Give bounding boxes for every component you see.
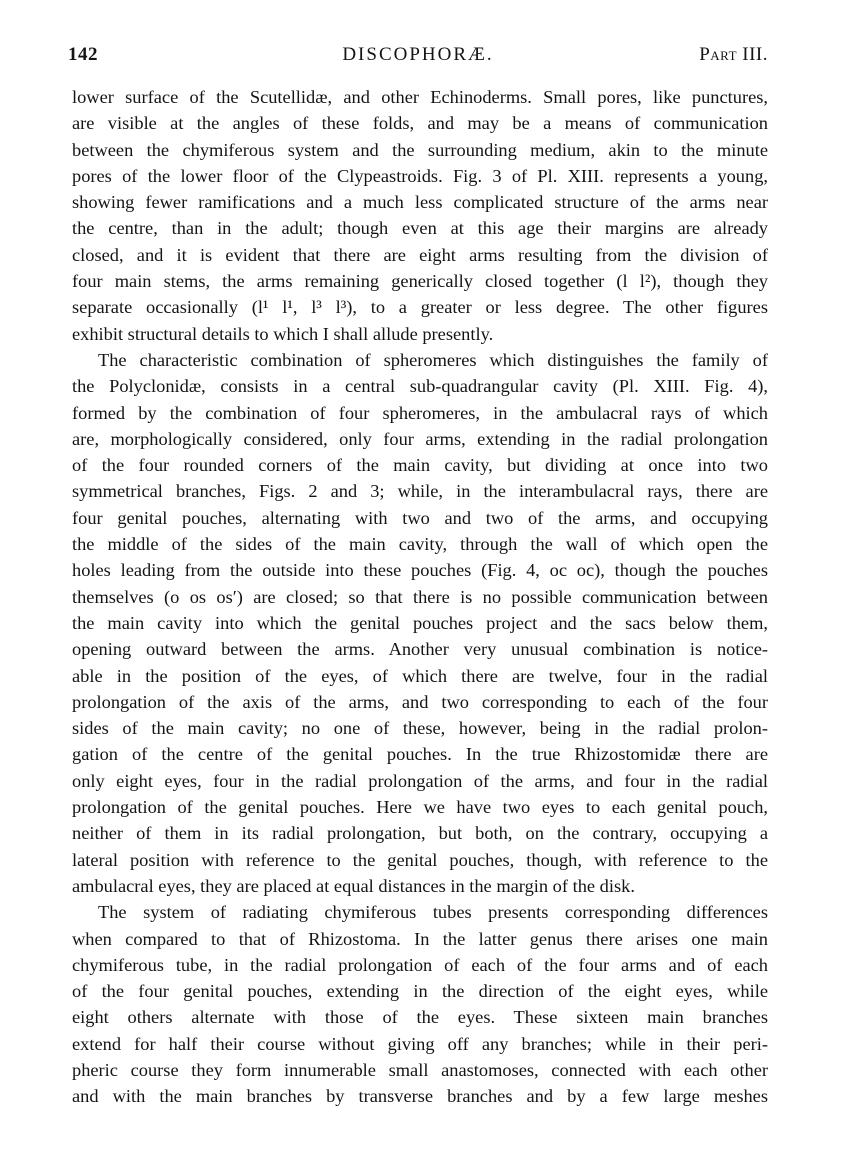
text-line: lateral position with reference to the genital pouches, though, with reference to the: [72, 849, 768, 870]
text-line: formed by the combination of four spheromeres, in the ambulacral rays of which: [72, 402, 768, 423]
text-line: are visible at the angles of these folds, and may be a means of communication: [72, 113, 768, 134]
text-line: able in the position of the eyes, of which there are twelve, four in the radial: [72, 665, 768, 686]
running-title: DISCOPHORÆ.: [342, 44, 494, 65]
text-line: lower surface of the Scutellidæ, and other Echinoderms. Small pores, like punctures,: [72, 87, 768, 107]
text-line: ambulacral eyes, they are placed at equal distances in the margin of the disk.: [72, 875, 635, 896]
text-line: opening outward between the arms. Another very unusual combination is notice-: [72, 639, 768, 660]
text-line: The characteristic combination of spheromeres which distinguishes the family of: [98, 349, 768, 370]
text-line: closed, and it is evident that there are eight arms resulting from the division of: [72, 244, 768, 265]
text-line: of the four genital pouches, extending in the direction of the eight eyes, while: [72, 981, 768, 1002]
text-line: The system of radiating chymiferous tubes presents corresponding differences: [98, 902, 768, 923]
text-line: prolongation of the genital pouches. Here we have two eyes to each genital pouch,: [72, 797, 768, 818]
text-line: four genital pouches, alternating with two and two of the arms, and occupying: [72, 507, 768, 528]
text-line: the middle of the sides of the main cavity, through the wall of which open the: [72, 534, 768, 555]
page-number: 142: [68, 44, 98, 65]
text-line: exhibit structural details to which I shall allude presently.: [72, 323, 494, 344]
text-line: eight others alternate with those of the eyes. These sixteen main branches: [72, 1007, 768, 1028]
text-line: themselves (o os os′) are closed; so that there is no possible communication between: [72, 586, 768, 607]
text-line: neither of them in its radial prolongation, but both, on the contrary, occupying a: [72, 823, 768, 844]
text-line: separate occasionally (l¹ l¹, l³ l³), to a greater or less degree. The other figures: [72, 297, 768, 318]
part-label: Part III.: [699, 44, 768, 65]
text-line: symmetrical branches, Figs. 2 and 3; while, in the interambulacral rays, there are: [72, 481, 768, 502]
text-line: the Polyclonidæ, consists in a central sub-quadrangular cavity (Pl. XIII. Fig. 4),: [72, 376, 768, 397]
text-line: gation of the centre of the genital pouches. In the true Rhizostomidæ there are: [72, 744, 768, 765]
text-line: prolongation of the axis of the arms, and two corresponding to each of the four: [72, 691, 768, 712]
text-line: chymiferous tube, in the radial prolongation of each of the four arms and of each: [72, 954, 768, 975]
text-line: and with the main branches by transverse branches and by a few large meshes: [72, 1086, 768, 1107]
text-line: are, morphologically considered, only four arms, extending in the radial prolongation: [72, 428, 768, 449]
body-text: [72, 84, 768, 1110]
text-line: sides of the main cavity; no one of these, however, being in the radial prolon-: [72, 718, 768, 739]
text-line: four main stems, the arms remaining generically closed together (l l²), though they: [72, 271, 768, 292]
text-line: pores of the lower floor of the Clypeastroids. Fig. 3 of Pl. XIII. represents a young,: [72, 165, 768, 186]
text-line: the main cavity into which the genital pouches project and the sacs below them,: [72, 612, 768, 633]
text-line: the centre, than in the adult; though even at this age their margins are already: [72, 218, 768, 239]
text-line: when compared to that of Rhizostoma. In the latter genus there arises one main: [72, 928, 768, 949]
text-line: holes leading from the outside into these pouches (Fig. 4, oc oc), though the pouches: [72, 560, 768, 581]
text-line: only eight eyes, four in the radial prolongation of the arms, and four in the radial: [72, 770, 768, 791]
text-line: between the chymiferous system and the surrounding medium, akin to the minute: [72, 139, 768, 160]
text-line: showing fewer ramifications and a much less complicated structure of the arms near: [72, 192, 768, 213]
page-header: [68, 44, 768, 72]
text-line: of the four rounded corners of the main cavity, but dividing at once into two: [72, 455, 768, 476]
text-line: extend for half their course without giving off any branches; while in their peri-: [72, 1033, 768, 1054]
text-line: pheric course they form innumerable small anastomoses, connected with each other: [72, 1059, 768, 1080]
